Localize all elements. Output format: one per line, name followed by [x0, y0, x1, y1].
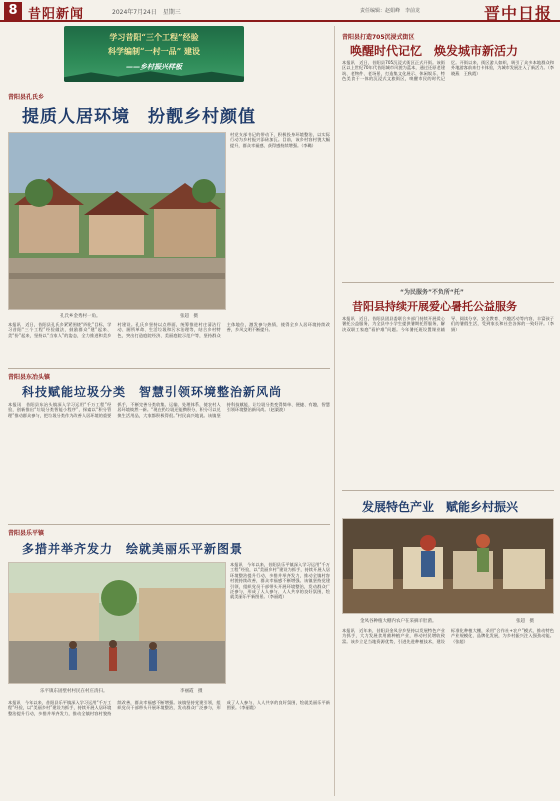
right-story3-photo-caption: 金凤谷种植大棚内农户在采摘羊肚菌。 — [360, 619, 437, 624]
divider — [342, 282, 554, 283]
divider — [8, 524, 330, 525]
divider — [8, 368, 330, 369]
mushroom-greenhouse-illustration — [343, 519, 554, 614]
story2-body: 本报讯 昔阳县东冶头镇深入学习运用“千万工程”经验，创新推出“垃圾分类智能小程序”，探索以“积分管理”推动群众参与，把垃圾分类作为改善人居环境的重要抓手，不断完善分类收集、运输、处理体系，使农村人居环境焕然一新。“现在扔垃圾还能攒积分，积分可以兑换生活用品，大家都积极得很。”村民高兴地说。该镇坚持科技赋能，让垃圾分类变得简单、便捷、有趣，智慧引领环境整治新风尚。（赵栗波） — [8, 402, 330, 418]
story3-photo-caption: 乐平镇东固壁村村民在村庄清扫。 — [40, 689, 108, 694]
banner-line-2: 科学编制“一村一品” 建设 — [108, 46, 200, 56]
masthead — [0, 0, 560, 22]
story1-photo — [8, 132, 226, 310]
right-story3-body: 本报讯 近年来，昔阳县金凤谷乡坚持以发展特色产业为抓手，大力发展食用菌种植产业，带动村民增收致富。该乡立足当地资源优势，引进先进种植技术，建设标准化种植大棚，采用“合作社+农户”模式，推动特色产业规模化、品牌化发展，为乡村振兴注入强劲动能。（张超） — [342, 628, 554, 644]
right-story2-tag: “为民服务”不负所“托” — [400, 289, 464, 296]
story3-photo — [8, 562, 226, 684]
story3-kicker: 昔阳县乐平镇 — [8, 530, 45, 537]
story3-photographer: 李丽霞 摄 — [180, 689, 203, 694]
center-divider — [334, 26, 335, 796]
editors-line: 责任编辑：赵娟峰 李前龙 — [360, 8, 421, 14]
banner-line-3: ——乡村振兴样板 — [126, 62, 182, 71]
right-story1-headline: 唤醒时代记忆 焕发城市新活力 — [350, 44, 519, 58]
section-title: 昔阳新闻 — [28, 7, 85, 22]
right-story1-kicker: 昔阳县打造705沉浸式街区 — [342, 34, 415, 41]
story1-continued-text: 村党支部书记的带动下，积极投身环境整治，以实际行动为乡村振兴添砖加瓦。目前，该乡村容村貌大幅提升，群众幸福感、获得感持续增强。（李璐） — [230, 132, 330, 148]
street-photo-illustration — [9, 563, 226, 684]
right-story1-body: 本报讯 近日，昔阳县705沉浸式街区正式开街。该街区以上世纪70年代昔阳城市风貌为蓝本，通过还原老建筑、老物件、老场景，打造集文化展示、休闲娱乐、特色美食于一体的沉浸式文旅街区，唤醒市民的时代记忆。开街以来，街区游人如织，吸引了众多本地群众和外地游客前来打卡体验，为城市发展注入了新活力。（李晓燕 王秋霞） — [342, 60, 554, 82]
right-story3-photographer: 张超 摄 — [516, 619, 534, 624]
right-story3-headline: 发展特色产业 赋能乡村振兴 — [362, 500, 519, 514]
story1-kicker: 昔阳县孔氏乡 — [8, 94, 45, 101]
right-story3-photo — [342, 518, 554, 614]
issue-date: 2024年7月24日 星期三 — [112, 9, 181, 16]
banner-line-1: 学习昔阳“三个工程”经验 — [109, 32, 199, 42]
story3-body: 本报讯 今年以来，昔阳县乐平镇深入学习运用“千万工程”经验，以“美丽乡村”建设为抓手，持续开展人居环境整治提升行动，多措并举齐发力，推动全镇村容村貌持续改善，群众幸福感不断增强。该镇坚持党建引领，组织党员干部带头开展环境整治，发动群众广泛参与，形成了人人参与、人人共享的良好氛围，绘就美丽乐平新图景。（李丽霞） — [8, 700, 330, 716]
story3-side-text: 本报讯 今年以来，昔阳县乐平镇深入学习运用“千万工程”经验，以“美丽乡村”建设为抓手，持续开展人居环境整治提升行动，多措并举齐发力，推动全镇村容村貌持续改善，群众幸福感不断增强。该镇坚持党建引领，组织党员干部带头开展环境整治，发动群众广泛参与，形成了人人参与、人人共享的良好氛围，绘就美丽乐平新图景。（李丽霞） — [230, 562, 330, 600]
campaign-banner — [64, 26, 244, 82]
story2-headline: 科技赋能垃圾分类 智慧引领环境整治新风尚 — [22, 385, 283, 399]
story2-kicker: 昔阳县东冶头镇 — [8, 374, 51, 381]
story1-headline: 提质人居环境 扮靓乡村颜值 — [22, 107, 256, 127]
village-photo-illustration — [9, 133, 226, 310]
right-story2-body: 本报讯 近日，昔阳县团县委联合多部门持续开展爱心暑托公益服务，为全县中小学生提供暑期托管服务，解决双职工家庭“看护难”问题。今年暑托班设置课业辅导、阅读分享、安全教育、兴趣活动等内容，丰富孩子们的暑假生活，受到家长和社会各界的一致好评。（李娟） — [342, 316, 554, 332]
story3-headline: 多措并举齐发力 绘就美丽乐平新图景 — [22, 542, 244, 556]
story1-photographer: 张超 摄 — [180, 314, 198, 319]
story1-body: 本报讯 近日，昔阳县孔氏乡紧紧围绕“四化”目标，学习昔阳“三个工程”经验做法，鼓励群众“建”起来、美“扮”起来，坚持以“当家人”的姿态，全力推进和美乡村建设。孔氏乡坚持以点带面，统筹推进村庄清洁行动、厕所革命、生活垃圾和污水治理等，结合乡村特色，突出打造庭院经济、美丽庭院示范户等，坚持群众主体地位，激发参与热情，使得全乡人居环境持续改善，乡风文明不断提升。 — [8, 322, 330, 338]
right-story2-headline: 昔阳县持续开展爱心暑托公益服务 — [352, 300, 517, 313]
divider — [342, 490, 554, 491]
story1-photo-caption: 孔氏乡金秀村一角。 — [60, 314, 101, 319]
newspaper-logo: 晋中日报 — [483, 4, 552, 23]
page-number: 8 — [4, 2, 22, 20]
